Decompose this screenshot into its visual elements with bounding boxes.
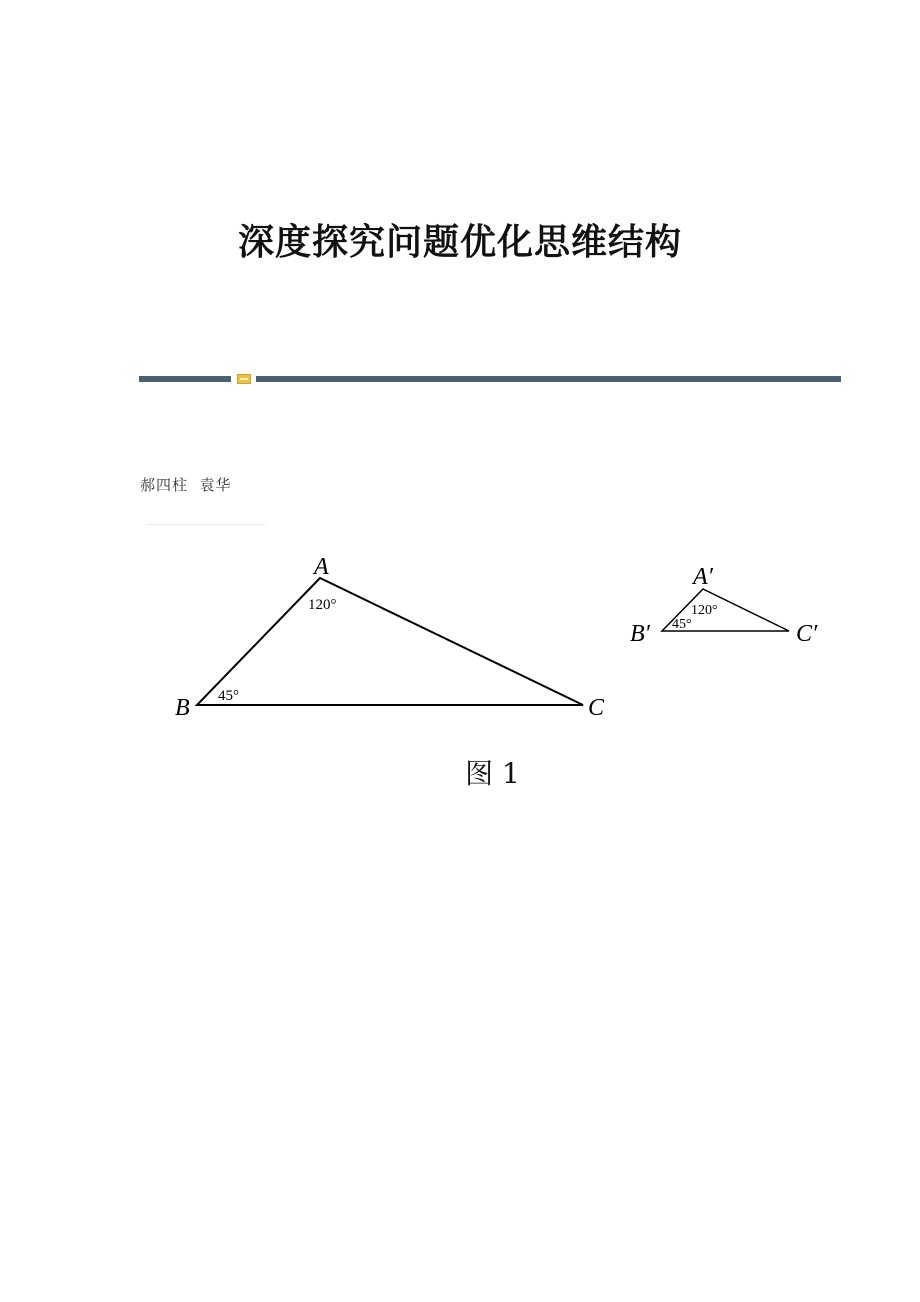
large-vertex-a: A — [314, 554, 329, 580]
triangle-large-outline — [197, 578, 583, 705]
small-angle-b: 45° — [672, 617, 692, 632]
paper-title: 深度探究问题优化思维结构 — [237, 221, 682, 263]
title-divider — [139, 374, 841, 384]
small-angle-a: 120° — [691, 603, 718, 618]
author-line: 郝四柱 袁华 — [140, 476, 232, 494]
faint-rule — [148, 524, 266, 526]
large-vertex-c: C — [588, 695, 605, 721]
divider-ornament-icon — [237, 374, 251, 384]
divider-bar-left — [139, 376, 231, 382]
small-vertex-b: B′ — [630, 621, 650, 647]
small-vertex-c: C′ — [796, 621, 818, 647]
large-angle-a: 120° — [308, 597, 337, 613]
small-vertex-a: A′ — [693, 564, 713, 590]
figure-1 — [0, 540, 920, 740]
divider-bar-right — [256, 376, 841, 382]
triangle-large — [197, 578, 583, 705]
large-angle-b: 45° — [218, 688, 239, 704]
large-vertex-b: B — [175, 695, 190, 721]
figure-caption: 图 1 — [465, 757, 520, 790]
